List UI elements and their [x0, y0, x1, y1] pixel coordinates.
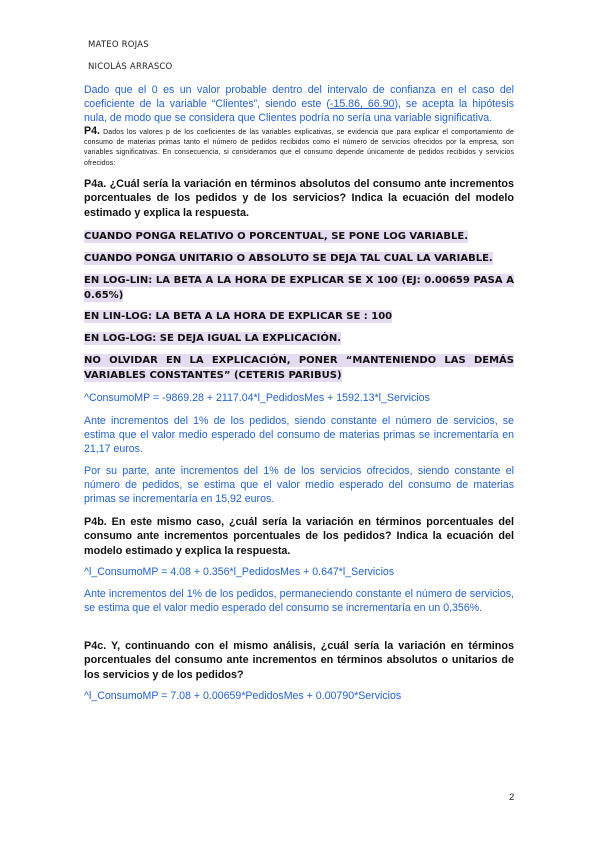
p4a-answer-pedidos: Ante incrementos del 1% de los pedidos, siendo constante el número de servicios, se estima que el valor medio esperado del consumo de materias primas se incrementaría en 21,17 euros. — [84, 415, 514, 455]
p4c-question: P4c. Y, continuando con el mismo análisis, ¿cuál sería la variación en términos porcentuales del consumo ante incrementos en términos absolutos o unitarios de los servicios y de los pedidos? — [84, 640, 514, 681]
note-log-lin — [84, 273, 514, 303]
p4a-answer-servicios: Por su parte, ante incrementos del 1% de los servicios ofrecidos, siendo constante el número de pedidos, se estima que el valor medio esperado del consumo de materias primas se incrementaría en 15,92 euros. — [84, 465, 514, 505]
note-log-log-text: EN LOG-LOG: SE DEJA IGUAL LA EXPLICACIÓN. — [84, 333, 342, 344]
note-relative-text: CUANDO PONGA RELATIVO O PORCENTUAL, SE PONE LOG VARIABLE. — [84, 231, 469, 242]
author-name-2: NICOLÁS ARRASCO — [88, 62, 173, 72]
note-relative — [84, 229, 514, 244]
p4c-equation: ^l_ConsumoMP = 7.08 + 0.00659*PedidosMes + 0.00790*Servicios — [84, 690, 402, 702]
p4-intro-paragraph — [84, 126, 514, 169]
note-absolute — [84, 251, 514, 266]
p3-conclusion-paragraph — [84, 83, 514, 125]
confidence-interval: -15.86, 66.90 — [329, 98, 395, 110]
note-lin-log — [84, 309, 514, 324]
author-name-1: MATEO ROJAS — [88, 40, 149, 50]
note-absolute-text: CUANDO PONGA UNITARIO O ABSOLUTO SE DEJA TAL CUAL LA VARIABLE. — [84, 253, 493, 264]
p4b-answer: Ante incrementos del 1% de los pedidos, permaneciendo constante el número de servicios, se estima que el valor medio esperado del consumo se incrementaría en un 0,356%. — [84, 588, 514, 614]
p3-conclusion-post: ), se acepta la hipótesis nula, de modo que se considera que Clientes podría no sería una variable significativa. — [84, 98, 515, 124]
p4-intro-text: Dados los valores p de los coeficientes de las variables explicativas, se evidencia que para explicar el comportamiento de consumo de materias primas tanto el número de pedidos recibidos como el número de servicios ofrecidos por la empresa, son variables significativas. En consecuencia, si consideramos que el consumo depende únicamente de pedidos recibidos y servicios ofrecidos: — [84, 129, 514, 167]
note-log-log — [84, 331, 514, 346]
p4a-equation: ^ConsumoMP = -9869.28 + 2117.04*l_PedidosMes + 1592.13*l_Servicios — [84, 392, 430, 404]
note-ceteris-paribus — [84, 353, 514, 383]
note-log-lin-text: EN LOG-LIN: LA BETA A LA HORA DE EXPLICAR SE X 100 (EJ: 0.00659 PASA A 0.65%) — [84, 275, 514, 301]
p4-label: P4. — [84, 125, 100, 137]
note-lin-log-text: EN LIN-LOG: LA BETA A LA HORA DE EXPLICAR SE : 100 — [84, 311, 393, 322]
note-ceteris-paribus-text: NO OLVIDAR EN LA EXPLICACIÓN, PONER “MANTENIENDO LAS DEMÁS VARIABLES CONSTANTES” (CETERIS PARIBUS) — [84, 355, 514, 381]
p4b-equation: ^l_ConsumoMP = 4.08 + 0.356*l_PedidosMes + 0.647*l_Servicios — [84, 566, 395, 578]
p3-conclusion-pre: Dado que el 0 es un valor probable dentro del intervalo de confianza en el caso del coeficiente de la variable “Clientes”, siendo este ( — [84, 84, 514, 110]
p4a-question: P4a. ¿Cuál sería la variación en términos absolutos del consumo ante incrementos porcentuales de los pedidos y de los servicios? Indica la ecuación del modelo estimado y explica la respuesta. — [84, 178, 514, 219]
p4b-question: P4b. En este mismo caso, ¿cuál sería la variación en términos porcentuales del consumo ante incrementos porcentuales de los pedidos? Indica la ecuación del modelo estimado y explica la respuesta. — [84, 516, 514, 557]
page-number: 2 — [509, 792, 515, 803]
